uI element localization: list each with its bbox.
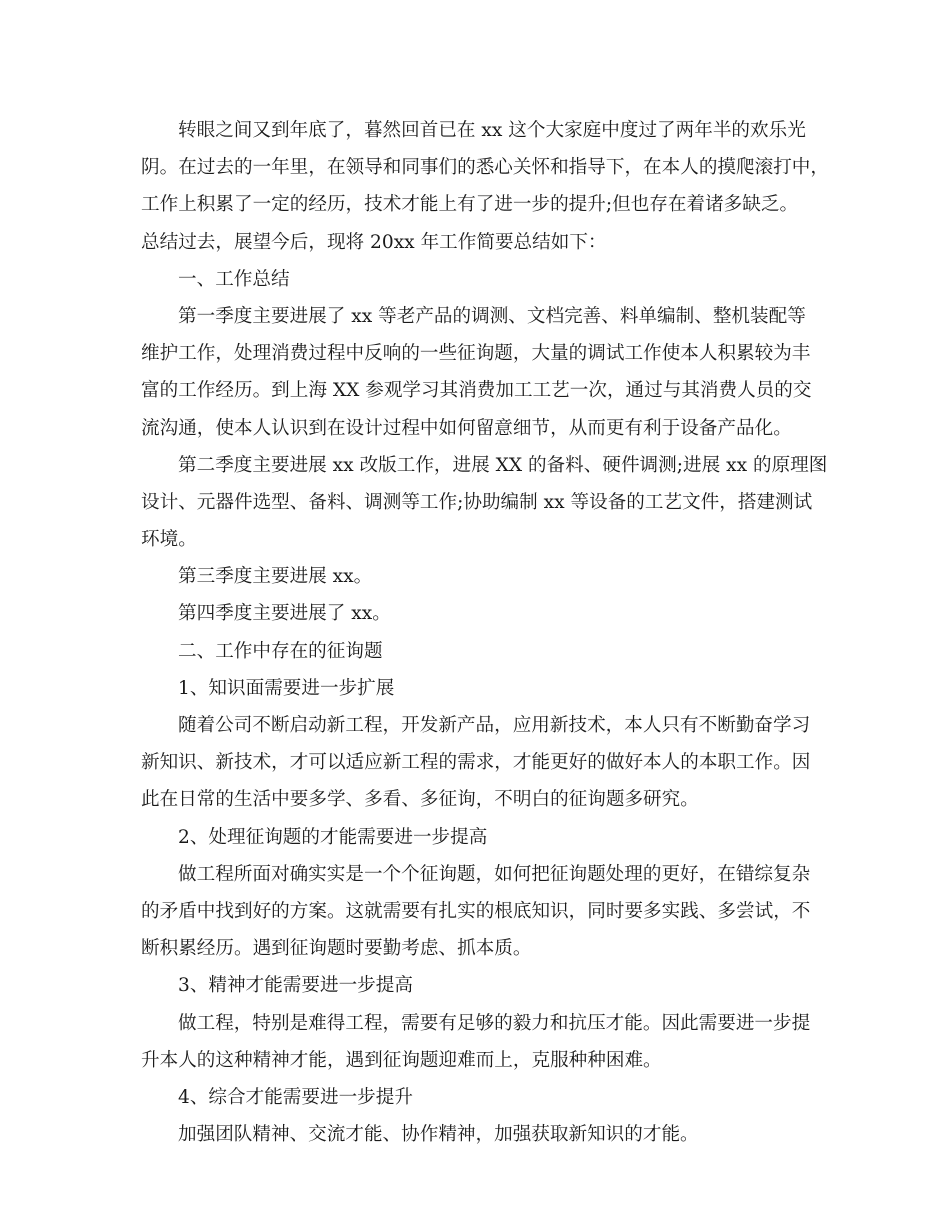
text-line: 转眼之间又到年底了，暮然回首已在 xx 这个大家庭中度过了两年半的欢乐光	[178, 120, 806, 141]
text-line: 2、处理征询题的才能需要进一步提高	[178, 826, 488, 848]
text-line: 升本人的这种精神才能，遇到征询题迎难而上，克服种种困难。	[141, 1049, 662, 1071]
text-line: 4、综合才能需要进一步提升	[178, 1086, 413, 1108]
text-line: 总结过去，展望今后，现将 20xx 年工作简要总结如下：	[141, 231, 607, 253]
text-line: 维护工作，处理消费过程中反响的一些征询题，大量的调试工作使本人积累较为丰	[141, 343, 811, 365]
text-line: 做工程所面对确实实是一个个征询题，如何把征询题处理的更好，在错综复杂	[178, 863, 811, 885]
text-line: 工作上积累了一定的经历，技术才能上有了进一步的提升;但也存在着诸多缺乏。	[141, 194, 799, 216]
text-line: 富的工作经历。到上海 XX 参观学习其消费加工工艺一次，通过与其消费人员的交	[141, 380, 812, 402]
text-line: 阴。在过去的一年里，在领导和同事们的悉心关怀和指导下，在本人的摸爬滚打中，	[141, 157, 829, 179]
text-line: 做工程，特别是难得工程，需要有足够的毅力和抗压才能。因此需要进一步提	[178, 1012, 811, 1034]
text-line: 第二季度主要进展 xx 改版工作，进展 XX 的备料、硬件调测;进展 xx 的原理图	[178, 454, 828, 476]
text-line: 第一季度主要进展了 xx 等老产品的调测、文档完善、料单编制、整机装配等	[178, 305, 806, 327]
text-line: 流沟通，使本人认识到在设计过程中如何留意细节，从而更有利于设备产品化。	[141, 417, 792, 439]
text-line: 第三季度主要进展 xx。	[178, 566, 373, 588]
text-line: 二、工作中存在的征询题	[178, 640, 383, 662]
text-line: 断积累经历。遇到征询题时要勤考虑、抓本质。	[141, 938, 532, 960]
text-line: 3、精神才能需要进一步提高	[178, 975, 413, 997]
text-line: 的矛盾中找到好的方案。这就需要有扎实的根底知识，同时要多实践、多尝试，不	[141, 900, 811, 922]
text-line: 一、工作总结	[178, 268, 290, 290]
text-line: 随着公司不断启动新工程，开发新产品，应用新技术，本人只有不断勤奋学习	[178, 715, 811, 736]
document-body	[141, 112, 829, 1153]
text-line: 此在日常的生活中要多学、多看、多征询，不明白的征询题多研究。	[141, 789, 699, 811]
text-line: 1、知识面需要进一步扩展	[178, 677, 395, 699]
text-line: 环境。	[141, 529, 197, 551]
text-line: 第四季度主要进展了 xx。	[178, 603, 391, 625]
text-line: 加强团队精神、交流才能、协作精神，加强获取新知识的才能。	[178, 1124, 699, 1146]
text-line: 设计、元器件选型、备料、调测等工作;协助编制 xx 等设备的工艺文件，搭建测试	[141, 491, 813, 513]
text-line: 新知识、新技术，才可以适应新工程的需求，才能更好的做好本人的本职工作。因	[141, 752, 811, 774]
